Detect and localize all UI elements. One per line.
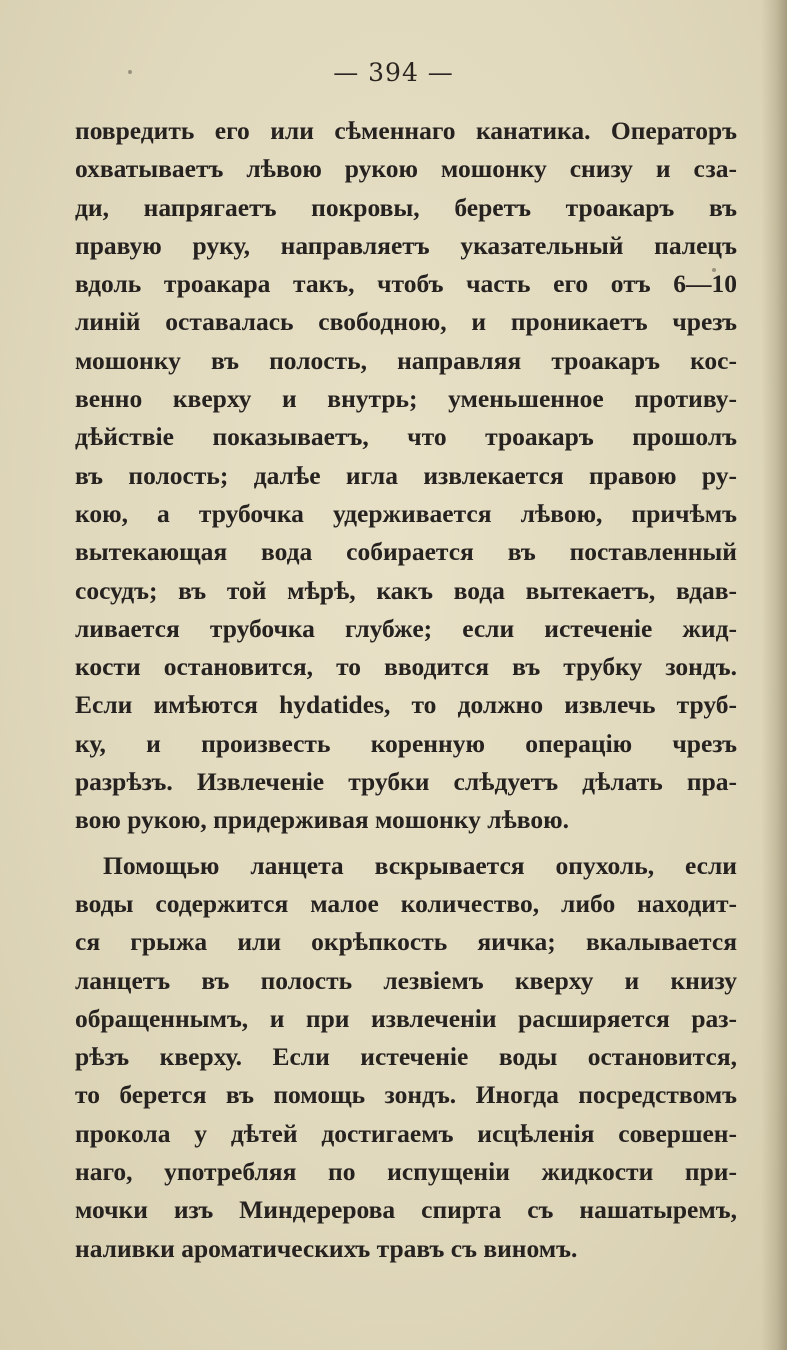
text-line: венно кверху и внутрь; уменьшенное противу-: [75, 384, 737, 414]
text-line: мошонку въ полость, направляя троакаръ кос-: [75, 345, 737, 375]
text-line: Помощью ланцета вскрывается опухоль, если: [103, 850, 737, 880]
text-line: воды содержится малое количество, либо находит-: [75, 888, 737, 918]
paragraph: [75, 112, 737, 840]
page-number: — 394 —: [333, 58, 454, 87]
text-line: наливки ароматическихъ травъ съ виномъ.: [75, 1233, 578, 1263]
text-line: вою рукою, придерживая мошонку лѣвою.: [75, 805, 570, 835]
text-line: прокола у дѣтей достигаемъ исцѣленія совершен-: [75, 1118, 737, 1148]
text-line: повредить его или сѣменнаго канатика. Операторъ: [75, 116, 737, 145]
page-edge-shadow: [761, 0, 787, 1350]
text-line: въ полость; далѣе игла извлекается правою ру-: [75, 460, 737, 490]
text-line: линій оставалась свободною, и проникаетъ чрезъ: [75, 307, 737, 337]
text-line: правую руку, направляетъ указательный палецъ: [75, 230, 737, 260]
paragraph: [75, 847, 737, 1268]
text-line: охватываетъ лѣвою рукою мошонку снизу и сза-: [75, 154, 737, 184]
text-line: обращеннымъ, и при извлеченіи расширяется раз-: [75, 1003, 737, 1033]
text-line: мочки изъ Миндерерова спирта съ нашатыремъ,: [75, 1195, 737, 1225]
text-line: ся грыжа или окрѣпкость яичка; вкалывается: [75, 927, 737, 957]
text-line: рѣзъ кверху. Если истеченіе воды остановится,: [75, 1042, 737, 1072]
paragraph-gap: [75, 840, 737, 847]
text-line: ланцетъ въ полость лезвіемъ кверху и книзу: [75, 965, 737, 995]
text-line: дѣйствіе показываетъ, что троакаръ прошолъ: [75, 422, 737, 452]
text-line: то берется въ помощь зондъ. Иногда посредствомъ: [75, 1080, 737, 1110]
text-line: вытекающая вода собирается въ поставленный: [75, 537, 737, 567]
text-line: разрѣзъ. Извлеченіе трубки слѣдуетъ дѣлать пра-: [75, 767, 737, 797]
text-line: Если имѣются hydatides, то должно извлечь труб-: [75, 690, 737, 720]
text-line: вдоль троакара такъ, чтобъ часть его отъ 6—10: [75, 269, 737, 299]
body-text: [75, 112, 737, 1268]
text-line: сосудъ; въ той мѣрѣ, какъ вода вытекаетъ, вдав-: [75, 575, 737, 605]
text-line: кости остановится, то вводится въ трубку зондъ.: [75, 652, 737, 682]
text-line: ку, и произвесть коренную операцію чрезъ: [75, 728, 737, 758]
text-line: кою, а трубочка удерживается лѣвою, причѣмъ: [75, 498, 737, 528]
text-line: ди, напрягаетъ покровы, беретъ троакаръ въ: [75, 192, 737, 222]
text-line: наго, употребляя по испущеніи жидкости при-: [75, 1157, 737, 1187]
text-line: ливается трубочка глубже; если истеченіе жид-: [75, 613, 737, 643]
